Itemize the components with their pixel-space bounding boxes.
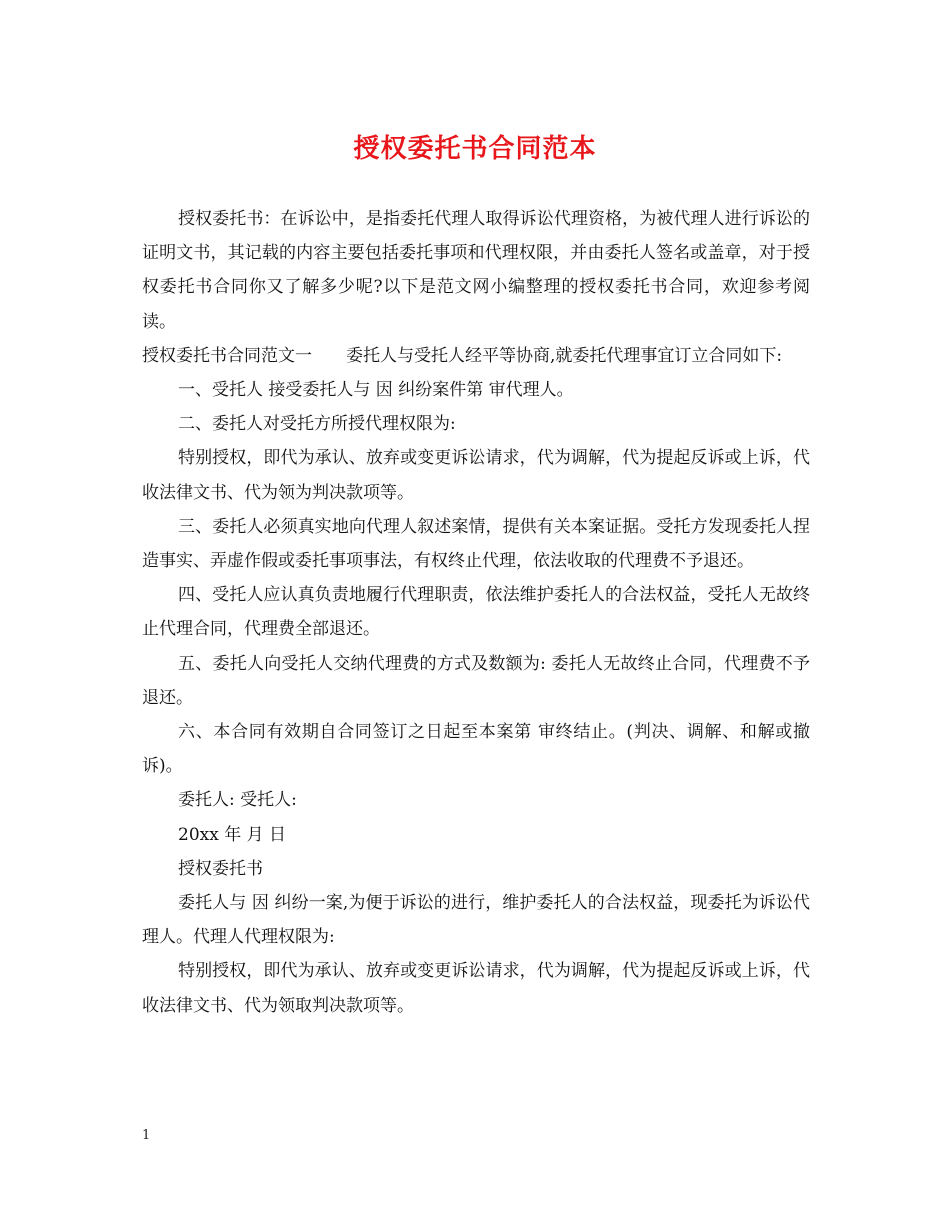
paragraph-contract-heading: 授权委托书合同范文一 委托人与受托人经平等协商,就委托代理事宜订立合同如下: xyxy=(142,345,783,366)
paragraph-clause-1: 一、受托人 接受委托人与 因 纠纷案件第 审代理人。 xyxy=(178,380,574,401)
document-title: 授权委托书合同范本 xyxy=(353,134,597,164)
date-line: 20xx 年 月 日 xyxy=(178,824,287,845)
paragraph-clause-3: 三、委托人必须真实地向代理人叙述案情，提供有关本案证据。受托方发现委托人捏造事实、弄虚作假或委托事项事法，有权终止代理，依法收取的代理费不予退还。 xyxy=(142,516,810,572)
document-body xyxy=(142,202,810,1023)
paragraph-intro: 授权委托书：在诉讼中，是指委托代理人取得诉讼代理资格，为被代理人进行诉讼的证明文书，其记载的内容主要包括委托事项和代理权限，并由委托人签名或盖章，对于授权委托书合同你又了解多少呢?以下是范文网小编整理的授权委托书合同，欢迎参考阅读。 xyxy=(142,209,810,332)
paragraph-special-authorization: 特别授权，即代为承认、放弃或变更诉讼请求，代为调解，代为提起反诉或上诉，代收法律文书、代为领为判决款项等。 xyxy=(142,448,810,503)
paragraph-authorization: 委托人与 因 纠纷一案,为便于诉讼的进行，维护委托人的合法权益，现委托为诉讼代理人。代理人代理权限为: xyxy=(142,893,810,948)
paragraph-special-authorization-2: 特别授权，即代为承认、放弃或变更诉讼请求，代为调解，代为提起反诉或上诉，代收法律文书、代为领取判决款项等。 xyxy=(142,961,810,1016)
section-heading: 授权委托书 xyxy=(178,858,263,879)
paragraph-clause-4: 四、受托人应认真负责地履行代理职责，依法维护委托人的合法权益，受托人无故终止代理合同，代理费全部退还。 xyxy=(142,585,810,640)
paragraph-clause-2: 二、委托人对受托方所授代理权限为: xyxy=(178,414,456,435)
paragraph-clause-6: 六、本合同有效期自合同签订之日起至本案第 审终结止。(判决、调解、和解或撤诉)。 xyxy=(142,722,810,777)
signature-line: 委托人: 受托人: xyxy=(178,790,297,811)
page-number: 1 xyxy=(142,1128,151,1143)
paragraph-clause-5: 五、委托人向受托人交纳代理费的方式及数额为: 委托人无故终止合同，代理费不予退还。 xyxy=(142,653,810,708)
